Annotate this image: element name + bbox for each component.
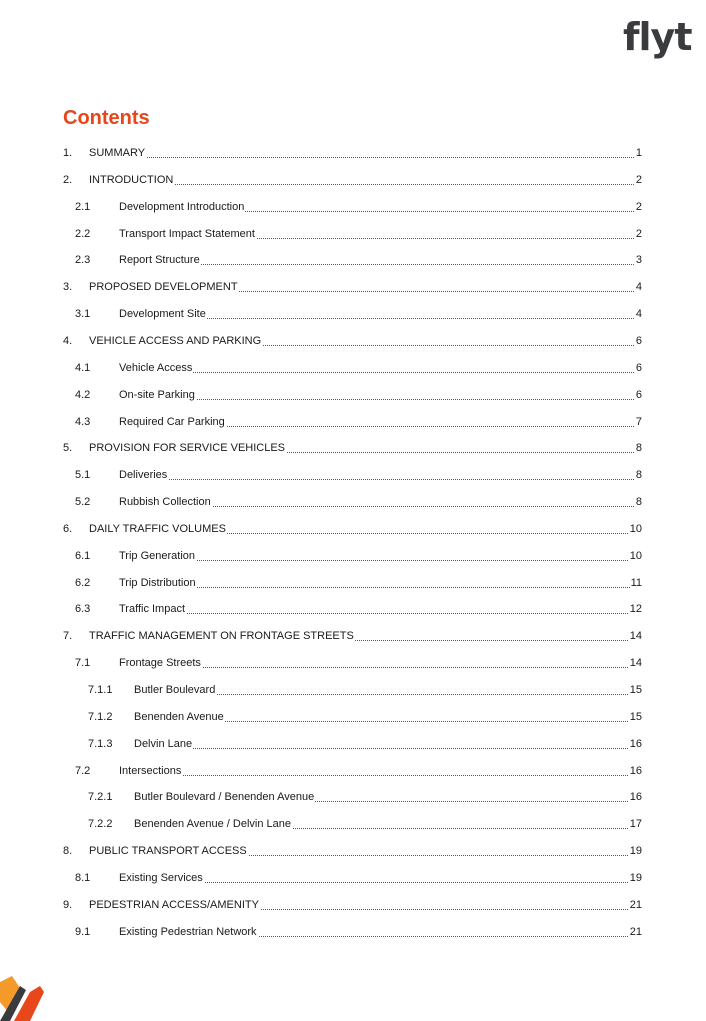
toc-entry[interactable]	[0, 413, 642, 429]
toc-entry[interactable]	[0, 923, 642, 939]
toc-entry[interactable]	[0, 332, 642, 348]
toc-leader-dots	[119, 372, 642, 373]
toc-entry[interactable]	[0, 788, 642, 804]
toc-entry-page-number: 6	[635, 361, 642, 374]
toc-entry[interactable]	[0, 493, 642, 509]
toc-entry-title[interactable]: Report Structure	[119, 254, 200, 267]
toc-entry[interactable]	[0, 547, 642, 563]
toc-entry[interactable]	[0, 171, 642, 187]
toc-entry-number: 7.2	[75, 764, 91, 777]
toc-entry[interactable]	[0, 869, 642, 885]
toc-entry-number: 6.3	[75, 603, 91, 616]
toc-entry-title[interactable]: Benenden Avenue	[134, 710, 224, 723]
toc-entry-number: 7.	[63, 630, 73, 643]
toc-entry-title[interactable]: Trip Distribution	[119, 576, 196, 589]
toc-entry-number: 7.2.2	[88, 818, 113, 831]
toc-entry-page-number: 15	[629, 684, 642, 696]
toc-entry[interactable]	[0, 359, 642, 375]
toc-entry[interactable]	[0, 627, 642, 643]
toc-entry-title[interactable]: Butler Boulevard	[134, 684, 216, 696]
toc-entry-title[interactable]: Trip Generation	[119, 549, 196, 562]
toc-entry-title[interactable]: TRAFFIC MANAGEMENT ON FRONTAGE STREETS	[89, 630, 354, 643]
toc-entry[interactable]	[0, 735, 642, 751]
toc-entry-page-number: 6	[635, 334, 642, 347]
toc-entry[interactable]	[0, 896, 642, 912]
toc-entry[interactable]	[0, 654, 642, 670]
toc-entry[interactable]	[0, 708, 642, 724]
toc-entry-page-number: 8	[635, 442, 642, 455]
toc-leader-dots	[89, 157, 642, 158]
toc-entry-title[interactable]: Vehicle Access	[119, 361, 193, 374]
page-title: Contents	[63, 107, 150, 129]
toc-entry-title[interactable]: Required Car Parking	[119, 415, 225, 428]
toc-entry[interactable]	[0, 439, 642, 455]
toc-entry-title[interactable]: Development Introduction	[119, 200, 245, 213]
toc-entry[interactable]	[0, 198, 642, 214]
toc-entry-page-number: 16	[629, 791, 642, 804]
toc-leader-dots	[119, 775, 642, 776]
toc-entry-page-number: 12	[629, 603, 642, 616]
toc-entry-number: 6.2	[75, 576, 91, 589]
toc-entry-number: 1.	[63, 147, 73, 159]
toc-entry-page-number: 19	[629, 845, 642, 858]
toc-entry[interactable]	[0, 520, 642, 536]
toc-entry-title[interactable]: PROPOSED DEVELOPMENT	[89, 281, 238, 294]
toc-entry-number: 2.2	[75, 227, 91, 240]
toc-entry-number: 7.2.1	[88, 791, 113, 804]
toc-entry-title[interactable]: VEHICLE ACCESS AND PARKING	[89, 334, 262, 347]
toc-entry-number: 4.	[63, 334, 73, 347]
toc-entry-title[interactable]: Traffic Impact	[119, 603, 186, 616]
toc-entry-page-number: 10	[629, 549, 642, 562]
toc-entry[interactable]	[0, 574, 642, 590]
toc-entry-title[interactable]: Transport Impact Statement	[119, 227, 255, 240]
toc-entry-title[interactable]: Delvin Lane	[134, 737, 193, 750]
toc-entry-number: 9.	[63, 898, 73, 911]
toc-entry-number: 9.1	[75, 925, 91, 938]
toc-entry[interactable]	[0, 278, 642, 294]
toc-entry[interactable]	[0, 842, 642, 858]
toc-entry-number: 2.3	[75, 254, 91, 267]
toc-entry-number: 7.1	[75, 657, 91, 670]
toc-entry-number: 7.1.1	[88, 684, 113, 696]
toc-entry-page-number: 11	[630, 576, 642, 589]
toc-entry-page-number: 21	[629, 925, 642, 938]
toc-leader-dots	[119, 399, 642, 400]
toc-entry-number: 4.1	[75, 361, 91, 374]
toc-entry[interactable]	[0, 251, 642, 267]
toc-entry-number: 5.	[63, 442, 73, 455]
toc-entry-page-number: 14	[629, 630, 642, 643]
toc-entry-title[interactable]: PUBLIC TRANSPORT ACCESS	[89, 845, 247, 858]
toc-entry-page-number: 16	[629, 764, 642, 777]
toc-entry-title[interactable]: Butler Boulevard / Benenden Avenue	[134, 791, 315, 804]
toc-entry[interactable]	[0, 681, 642, 697]
toc-entry-page-number: 17	[629, 818, 642, 831]
toc-entry-title[interactable]: Existing Pedestrian Network	[119, 925, 257, 938]
toc-entry-page-number: 10	[629, 522, 642, 535]
toc-entry-page-number: 2	[635, 227, 642, 240]
toc-entry-title[interactable]: Benenden Avenue / Delvin Lane	[134, 818, 291, 831]
toc-entry-page-number: 2	[635, 200, 642, 213]
toc-entry-title[interactable]: PROVISION FOR SERVICE VEHICLES	[89, 442, 286, 455]
toc-entry-number: 2.	[63, 173, 73, 186]
toc-entry-number: 7.1.3	[88, 737, 113, 750]
corner-brand-mark-icon	[0, 972, 44, 1021]
toc-entry-page-number: 7	[635, 415, 642, 428]
toc-entry-page-number: 1	[635, 147, 642, 159]
toc-entry[interactable]	[0, 600, 642, 616]
toc-leader-dots	[119, 587, 642, 588]
toc-entry-title[interactable]: Development Site	[119, 308, 206, 321]
brand-name: flyt	[623, 15, 692, 59]
toc-entry-title[interactable]: Intersections	[119, 764, 182, 777]
toc-entry-page-number: 15	[629, 710, 642, 723]
toc-entry-number: 8.	[63, 845, 73, 858]
toc-entry-number: 4.3	[75, 415, 91, 428]
toc-entry-number: 3.	[63, 281, 73, 294]
toc-entry-number: 5.1	[75, 469, 91, 482]
toc-leader-dots	[119, 560, 642, 561]
toc-entry-page-number: 2	[635, 173, 642, 186]
toc-entry-title[interactable]: INTRODUCTION	[89, 173, 174, 186]
toc-entry[interactable]	[0, 466, 642, 482]
toc-entry-page-number: 3	[635, 254, 642, 267]
toc-entry-title[interactable]: On-site Parking	[119, 388, 195, 401]
toc-entry-title[interactable]: SUMMARY	[89, 147, 146, 159]
toc-entry-page-number: 19	[629, 871, 642, 884]
toc-entry-number: 8.1	[75, 871, 91, 884]
toc-entry-number: 7.1.2	[88, 710, 113, 723]
toc-entry[interactable]	[0, 762, 642, 778]
toc-entry-page-number: 16	[629, 737, 642, 750]
toc-entry-title[interactable]: Rubbish Collection	[119, 496, 211, 509]
toc-entry-page-number: 4	[635, 308, 642, 321]
toc-entry-title[interactable]: Existing Services	[119, 871, 203, 884]
toc-entry-title[interactable]: Frontage Streets	[119, 657, 201, 670]
toc-entry[interactable]	[0, 386, 642, 402]
toc-entry[interactable]	[0, 144, 642, 160]
toc-entry[interactable]	[0, 305, 642, 321]
toc-leader-dots	[134, 748, 642, 749]
toc-entry-page-number: 14	[629, 657, 642, 670]
toc-entry-page-number: 6	[635, 388, 642, 401]
toc-entry-page-number: 4	[635, 281, 642, 294]
toc-entry-page-number: 8	[635, 496, 642, 509]
toc-entry-number: 3.1	[75, 308, 91, 321]
toc-entry[interactable]	[0, 225, 642, 241]
toc-leader-dots	[119, 479, 642, 480]
toc-entry-page-number: 8	[635, 469, 642, 482]
toc-entry[interactable]	[0, 815, 642, 831]
toc-entry-page-number: 21	[629, 898, 642, 911]
toc-entry-title[interactable]: DAILY TRAFFIC VOLUMES	[89, 522, 226, 535]
toc-entry-title[interactable]: Deliveries	[119, 469, 168, 482]
toc-entry-number: 5.2	[75, 496, 91, 509]
toc-entry-number: 6.1	[75, 549, 91, 562]
toc-entry-number: 6.	[63, 522, 73, 535]
toc-entry-title[interactable]: PEDESTRIAN ACCESS/AMENITY	[89, 898, 259, 911]
toc-entry-number: 2.1	[75, 200, 91, 213]
toc-entry-number: 4.2	[75, 388, 91, 401]
toc-leader-dots	[119, 613, 642, 614]
